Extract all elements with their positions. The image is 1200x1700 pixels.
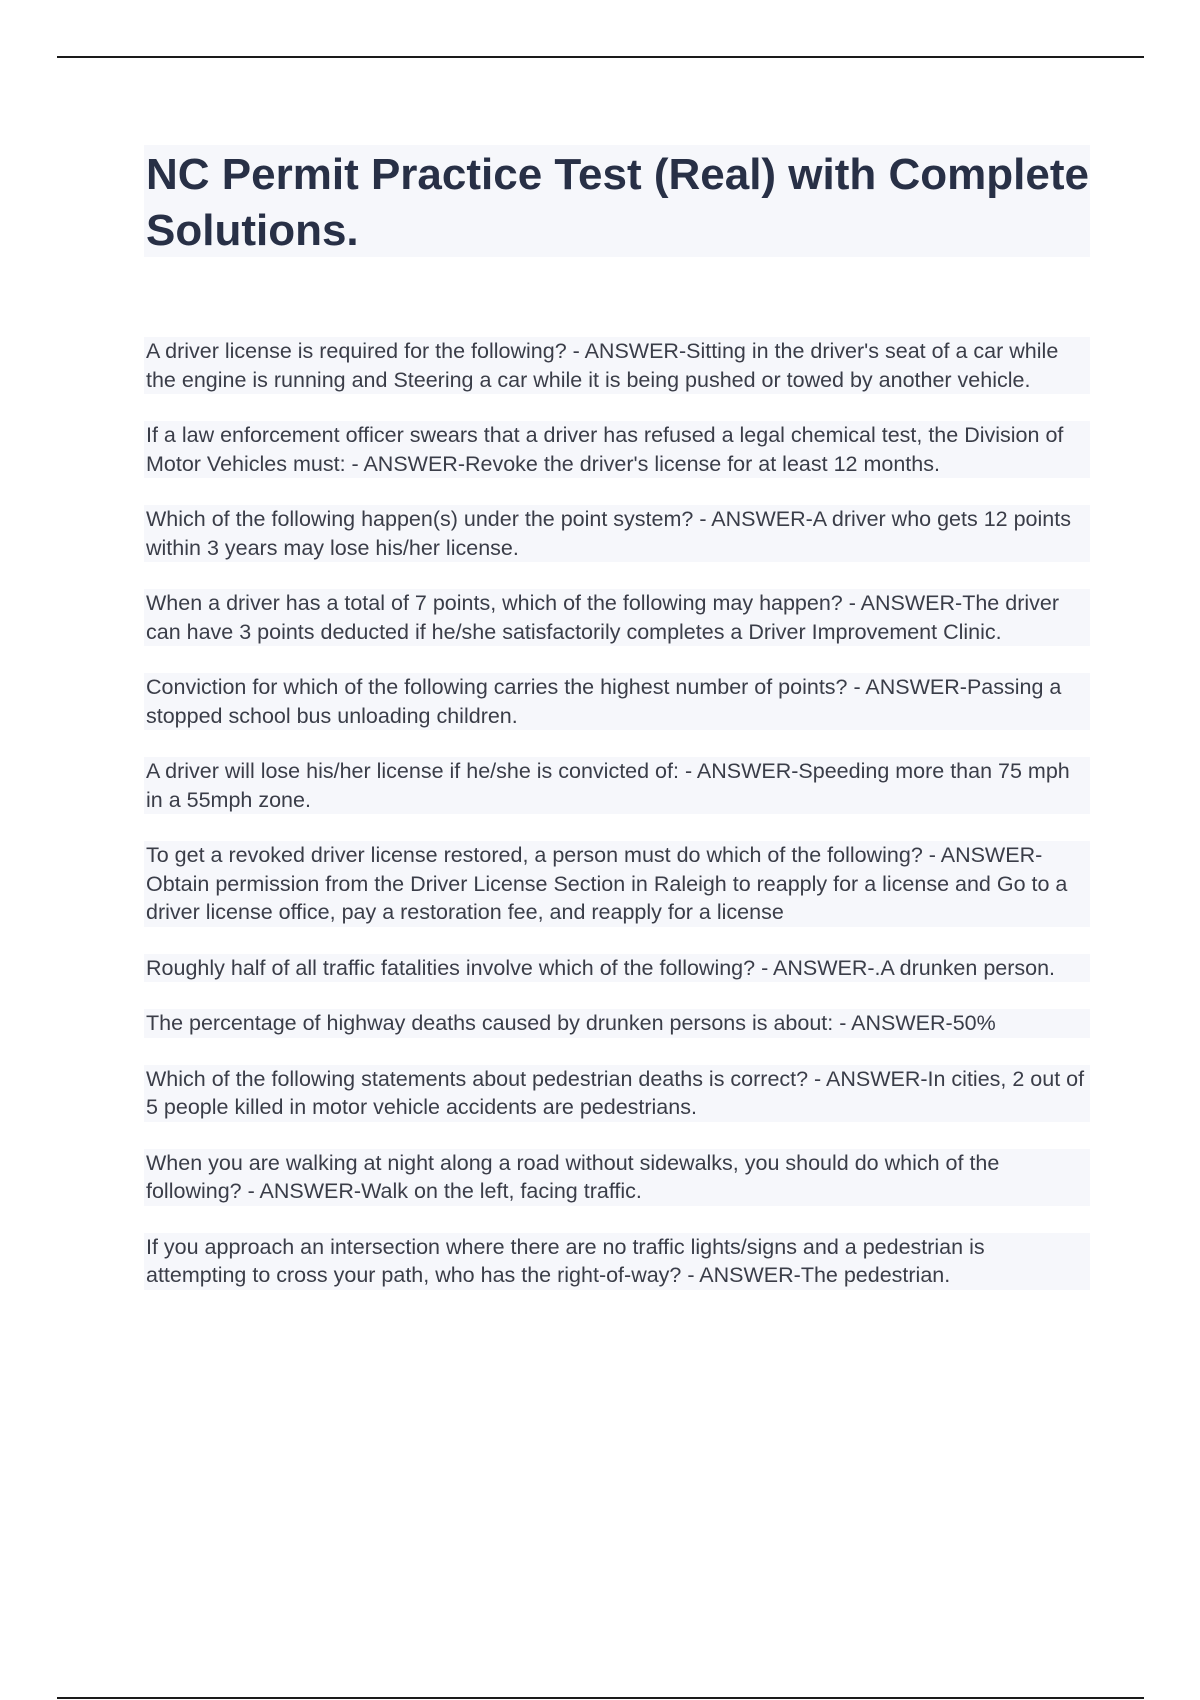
qa-item-9: The percentage of highway deaths caused by drunken persons is about: - ANSWER-50% <box>144 1009 1090 1038</box>
qa-item-4: When a driver has a total of 7 points, which of the following may happen? - ANSWER-The driver can have 3 points deducted if he/she satisfactorily completes a Driver Improvement Clinic. <box>144 589 1090 646</box>
qa-item-6: A driver will lose his/her license if he/she is convicted of: - ANSWER-Speeding more than 75 mph in a 55mph zone. <box>144 757 1090 814</box>
qa-item-1: A driver license is required for the following? - ANSWER-Sitting in the driver's seat of a car while the engine is running and Steering a car while it is being pushed or towed by another vehicle. <box>144 337 1090 394</box>
document-title: NC Permit Practice Test (Real) with Complete Solutions. <box>146 150 1089 255</box>
qa-list <box>144 337 1090 1290</box>
footer-rule <box>57 1697 1144 1699</box>
qa-item-11: When you are walking at night along a road without sidewalks, you should do which of the following? - ANSWER-Walk on the left, facing traffic. <box>144 1149 1090 1206</box>
header-rule <box>57 56 1144 58</box>
document-body <box>144 145 1090 1317</box>
qa-item-2: If a law enforcement officer swears that a driver has refused a legal chemical test, the Division of Motor Vehicles must: - ANSWER-Revoke the driver's license for at least 12 months. <box>144 421 1090 478</box>
qa-item-12: If you approach an intersection where there are no traffic lights/signs and a pedestrian is attempting to cross your path, who has the right-of-way? - ANSWER-The pedestrian. <box>144 1233 1090 1290</box>
qa-item-10: Which of the following statements about pedestrian deaths is correct? - ANSWER-In cities, 2 out of 5 people killed in motor vehicle accidents are pedestrians. <box>144 1065 1090 1122</box>
qa-item-8: Roughly half of all traffic fatalities involve which of the following? - ANSWER-.A drunken person. <box>144 954 1090 983</box>
qa-item-7: To get a revoked driver license restored, a person must do which of the following? - ANSWER-Obtain permission from the Driver License Section in Raleigh to reapply for a license and Go to a driver license office, pay a restoration fee, and reapply for a license <box>144 841 1090 927</box>
title-block <box>144 145 1090 257</box>
qa-item-3: Which of the following happen(s) under the point system? - ANSWER-A driver who gets 12 points within 3 years may lose his/her license. <box>144 505 1090 562</box>
qa-item-5: Conviction for which of the following carries the highest number of points? - ANSWER-Passing a stopped school bus unloading children. <box>144 673 1090 730</box>
